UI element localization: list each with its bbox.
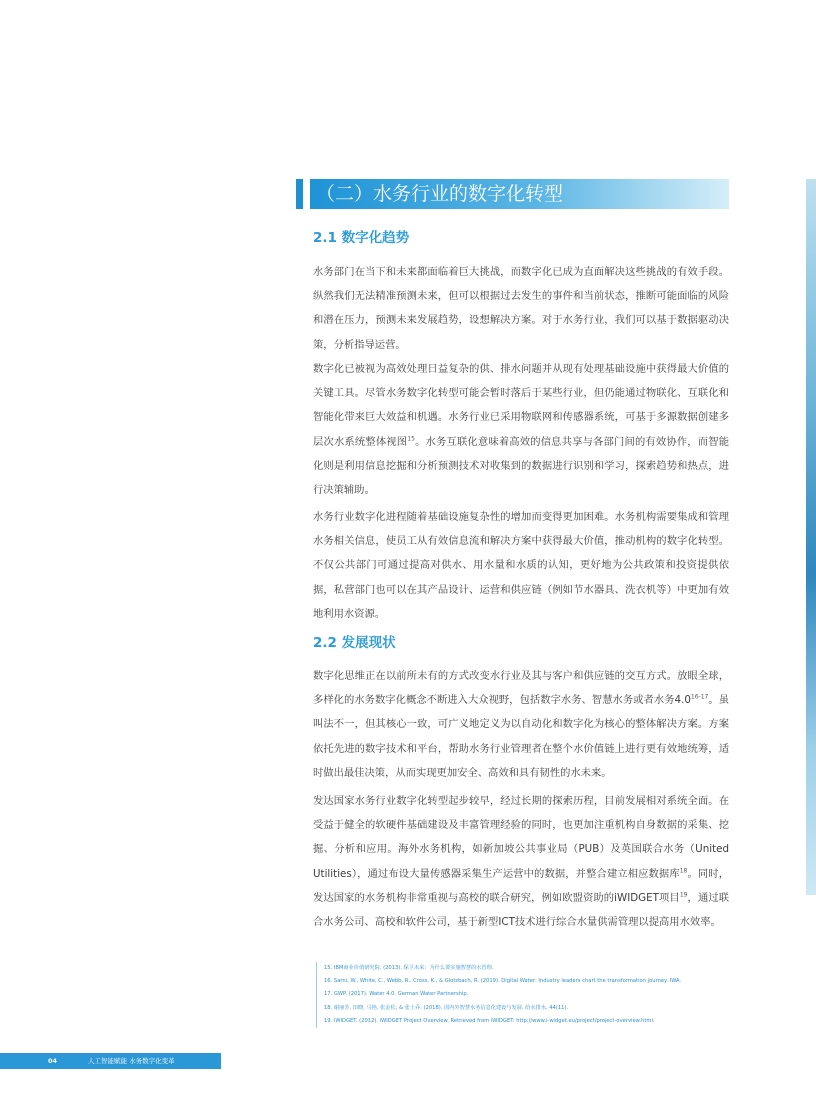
paragraph-5-text-b: 。同时，发达国家的水务机构非常重视与高校的联合研究，例如欧盟资助的iWIDGET项目 [313,867,730,904]
section-accent-bar [296,179,303,209]
footnote-16: 16. Sarni, W., White, C., Webb, R., Cross, K., & Glotzbach, R. (2019). Digital Water: Industry leaders chart the transformation journey. IWA. [324,978,682,985]
paragraph-5 [313,789,729,934]
paragraph-1 [313,260,729,357]
footnote-17: 17. GWP. (2017). Water 4.0. German Water Partnership. [324,991,469,998]
paragraph-3-text: 水务行业数字化进程随着基础设施复杂性的增加而变得更加困难。水务机构需要集成和管理水务相关信息，使员工从有效信息流和解决方案中获得最大价值，推动机构的数字化转型。不仅公共部门可通过提高对供水、用水量和水质的认知，更好地为公共政策和投资提供依据，私营部门也可以在其产品设计、运营和供应链（例如节水器具、洗衣机等）中更加有效地利用水资源。 [313,511,729,620]
footnote-ref-19: 19 [679,891,688,899]
section-title: （二）水务行业的数字化转型 [310,179,729,209]
page-number: 04 [48,1057,58,1065]
paragraph-1-text: 水务部门在当下和未来都面临着巨大挑战，而数字化已成为直面解决这些挑战的有效手段。纵然我们无法精准预测未来，但可以根据过去发生的事件和当前状态，推断可能面临的风险和潜在压力，预测未来发展趋势，设想解决方案。对于水务行业，我们可以基于数据驱动决策，分析指导运营。 [313,266,729,351]
paragraph-4-text-a: 数字化思维正在以前所未有的方式改变水行业及其与客户和供应链的交互方式。放眼全球，多样化的水务数字化概念不断进入大众视野，包括数字水务、智慧水务或者水务4.0 [313,670,729,707]
subheading-development-status: 2.2 发展现状 [313,635,396,651]
paragraph-2-text-b: 。水务互联化意味着高效的信息共享与各部门间的有效协作，而智能化则是利用信息挖掘和分析预测技术对收集到的数据进行识别和学习，探索趋势和热点，进行决策辅助。 [313,435,730,497]
footer-bar [0,1053,221,1069]
paragraph-3 [313,505,729,626]
footnote-18: 18. 谢丽芳, 田晓, 马艳, 张金松, & 张土乔. (2018). 国内外智慧水务信息化建设与发展. 给水排水, 44(11). [324,1004,569,1011]
footnote-ref-18: 18 [679,867,688,875]
side-decorative-strip [806,179,816,895]
paragraph-4 [313,664,729,785]
paragraph-4-text-b: 。虽叫法不一，但其核心一致，可广义地定义为以自动化和数字化为核心的整体解决方案。方案依托先进的数字技术和平台，帮助水务行业管理者在整个水价值链上进行更有效地统筹，适时做出最佳决策，从而实现更加安全、高效和具有韧性的水未来。 [313,694,730,779]
paragraph-5-text-a: 发达国家水务行业数字化转型起步较早，经过长期的探索历程，目前发展相对系统全面。在受益于健全的软硬件基础建设及丰富管理经验的同时，也更加注重机构自身数据的采集、挖掘、分析和应用。海外水务机构，如新加坡公共事业局（PUB）及英国联合水务（United Utilities），通过布设大量传感器采集生产运营中的数据，并整合建立相应数据库 [313,795,729,880]
footnote-ref-16-17: 16-17 [690,693,709,701]
footnote-15: 15. IBM商业价值研究院. (2013). 保卫未来：为什么要实施智慧的水管理. [324,965,494,971]
paragraph-2-text-a: 数字化已被视为高效处理日益复杂的供、排水问题并从现有处理基础设施中获得最大价值的关键工具。尽管水务数字化转型可能会暂时落后于某些行业，但仍能通过物联化、互联化和智能化带来巨大效益和机遇。水务行业已采用物联网和传感器系统，可基于多源数据创建多层次水系统整体视图 [313,363,729,448]
footnote-ref-15: 15 [407,435,415,443]
footnotes [316,962,754,1028]
paragraph-5-text-c: ，通过联合水务公司、高校和软件公司，基于新型ICT技术进行综合水量供需管理以提高用水效率。 [313,891,730,929]
footnote-19: 19. iWIDGET. (2012). iWIDGET Project Overview. Retrieved from iWIDGET: http://www.i-widget.eu/project/project-overview.html. [324,1017,655,1024]
footer-title: 人工智能赋能 水务数字化变革 [88,1057,175,1065]
subheading-digital-trend: 2.1 数字化趋势 [313,230,410,246]
paragraph-2 [313,357,729,502]
